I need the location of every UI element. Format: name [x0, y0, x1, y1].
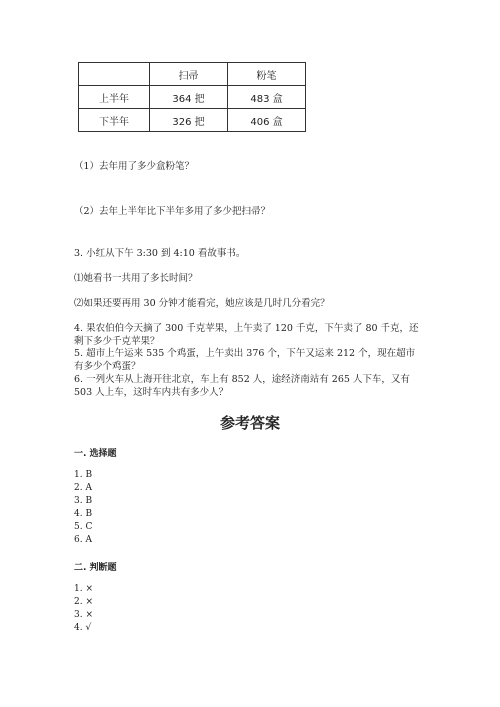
problem-6-line-1: 6. 一列火车从上海开往北京，车上有 852 人，途经济南站有 265 人下车，又有	[74, 374, 410, 385]
answer-item: 5. C	[74, 522, 93, 532]
answer-item: 1. ×	[74, 584, 93, 594]
section-judge-heading: 二. 判断题	[74, 563, 117, 573]
answer-item: 2. ×	[74, 597, 93, 607]
answer-item: 3. B	[74, 496, 93, 506]
answer-item: 4. B	[74, 509, 93, 519]
table-cell	[79, 63, 150, 86]
table-row	[79, 109, 306, 132]
problem-4-line-1: 4. 果农伯伯今天摘了 300 千克苹果，上午卖了 120 千克，下午卖了 80 千克，还	[74, 323, 419, 334]
table-row	[79, 86, 306, 109]
problem-5-line-1: 5. 超市上午运来 535 个鸡蛋，上午卖出 376 个，下午又运来 212 个，现在超市	[74, 348, 416, 359]
answer-item: 6. A	[74, 535, 92, 545]
problem-5-line-2: 有多少个鸡蛋？	[74, 361, 141, 372]
section-choice-heading: 一. 选择题	[74, 449, 117, 459]
problem-6-line-2: 503 人上车，这时车内共有多少人？	[74, 387, 229, 398]
choice-answers	[74, 469, 92, 547]
answer-item: 3. ×	[74, 610, 93, 620]
judge-answers	[74, 583, 93, 635]
table-cell: 粉笔	[228, 63, 306, 86]
table-cell: 326 把	[150, 109, 228, 132]
answer-item: 2. A	[74, 483, 92, 493]
question-2: （2）去年上半年比下半年多用了多少把扫帚？	[74, 206, 271, 217]
problem-3-part-1: ⑴她看书一共用了多长时间？	[74, 273, 198, 284]
table-cell: 扫帚	[150, 63, 228, 86]
table-cell: 下半年	[79, 109, 150, 132]
table-cell: 上半年	[79, 86, 150, 109]
table-cell: 406 盒	[228, 109, 306, 132]
answers-title: 参考答案	[219, 414, 280, 432]
answer-item: 4. √	[74, 623, 92, 633]
problem-3: 3. 小红从下午 3:30 到 4:10 看故事书。	[74, 248, 246, 259]
table-cell: 483 盒	[228, 86, 306, 109]
table-cell: 364 把	[150, 86, 228, 109]
data-table	[78, 62, 306, 132]
problem-4-line-2: 剩下多少千克苹果？	[74, 336, 160, 347]
problem-3-part-2: ⑵如果还要再用 30 分钟才能看完，她应该是几时几分看完？	[74, 298, 330, 309]
table-header-row	[79, 63, 306, 86]
answer-item: 1. B	[74, 470, 93, 480]
question-1: （1）去年用了多少盒粉笔？	[74, 161, 195, 172]
